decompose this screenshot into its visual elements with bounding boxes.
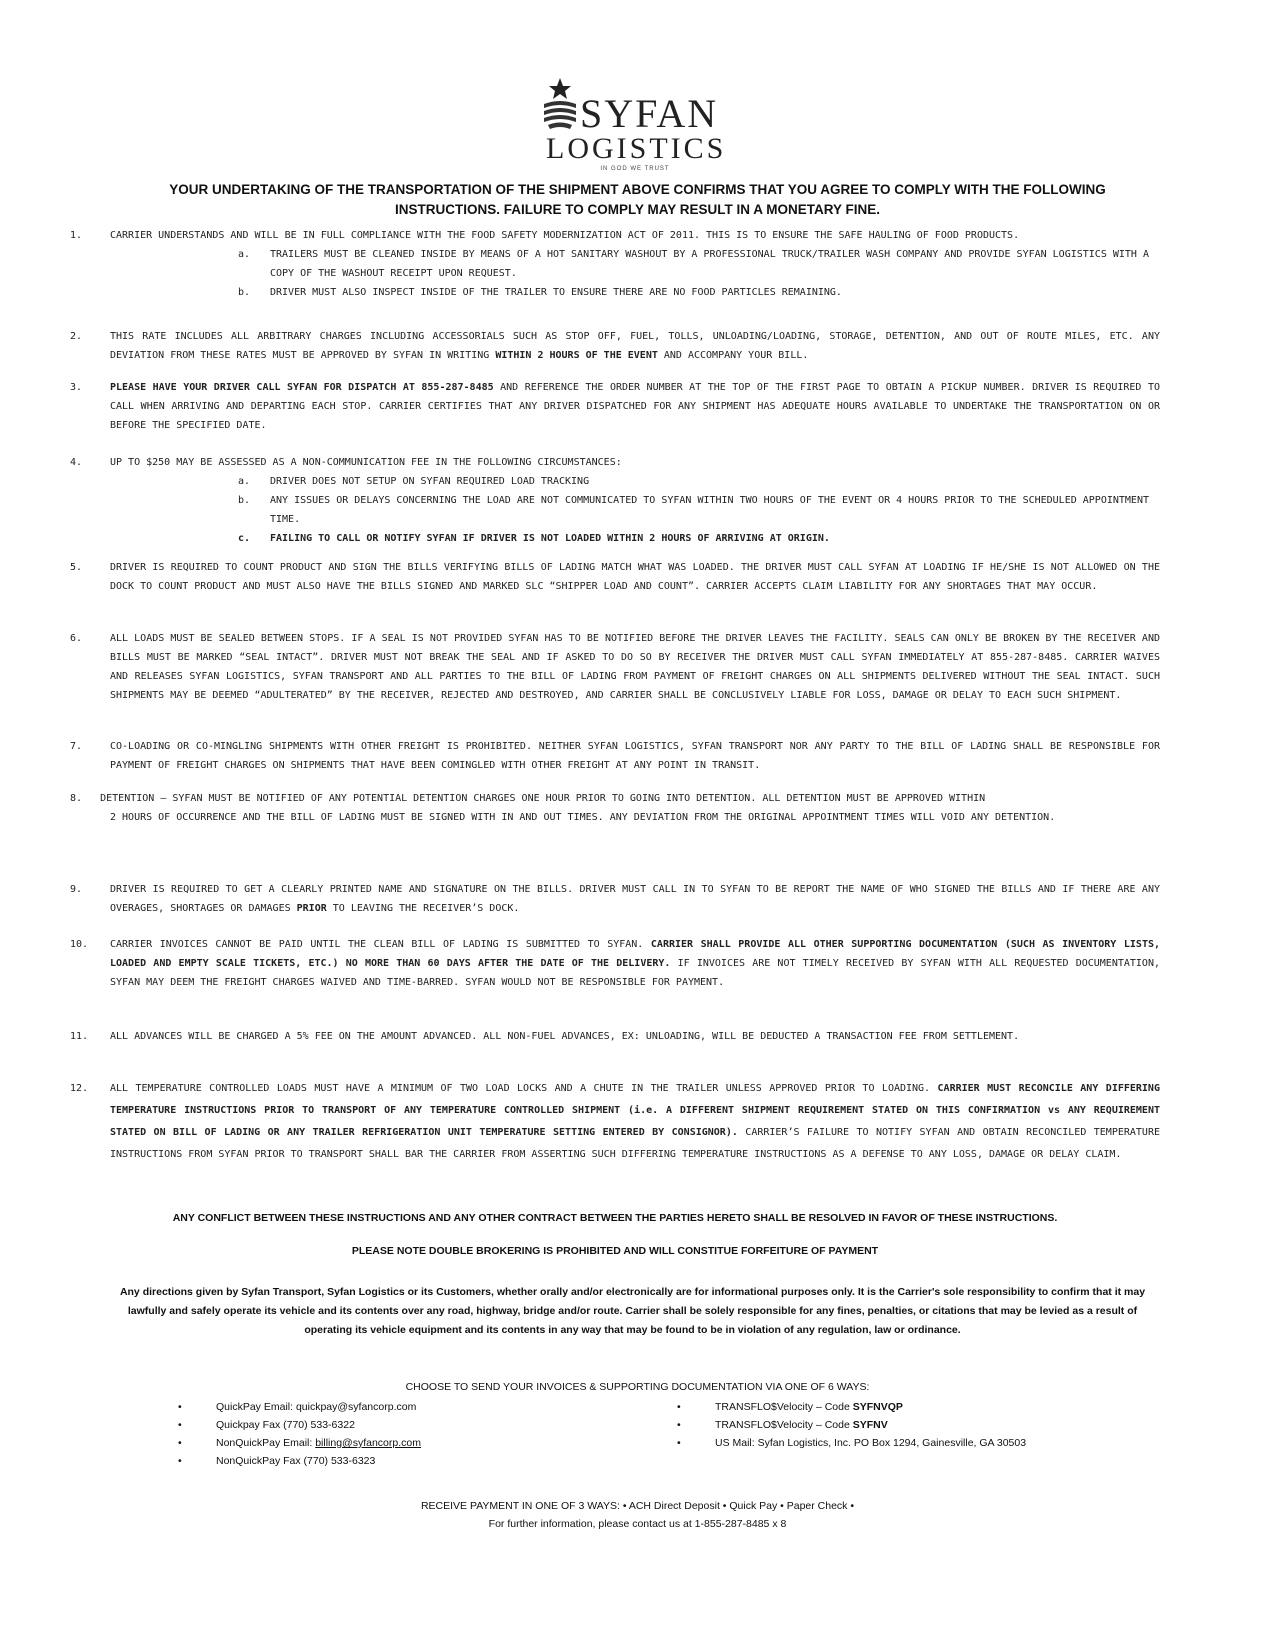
sub-item-b: [238, 491, 1160, 529]
sub-item-text: DRIVER DOES NOT SETUP ON SYFAN REQUIRED LOAD TRACKING: [270, 476, 590, 487]
list-item: [677, 1434, 1057, 1452]
item-number: 3.: [70, 382, 83, 393]
logo-word-logistics: LOGISTICS: [546, 132, 727, 165]
instruction-item-12: [70, 1078, 1160, 1166]
invoice-methods-right: [677, 1398, 1057, 1452]
item-text-tail: TO LEAVING THE RECEIVER’S DOCK.: [326, 903, 520, 914]
page-heading: YOUR UNDERTAKING OF THE TRANSPORTATION OF THE SHIPMENT ABOVE CONFIRMS THAT YOU AGREE TO COMPLY WITH THE FOLLOWING INSTRUCTIONS. FAILURE TO COMPLY MAY RESULT IN A MONETARY FINE.: [169, 182, 1106, 217]
item-text: DRIVER IS REQUIRED TO COUNT PRODUCT AND SIGN THE BILLS VERIFYING BILLS OF LADING MATCH WHAT WAS LOADED. THE DRIVER MUST CALL SYFAN AT LOADING IF HE/SHE IS NOT ALLOWED ON THE DOCK TO COUNT PRODUCT AND MUST ALSO HAVE THE BILLS SIGNED AND MARKED SLC “SHIPPER LOAD AND COUNT”. CARRIER ACCEPTS CLAIM LIABILITY FOR ANY SHORTAGES THAT MAY OCCUR.: [110, 562, 1160, 592]
item-text-plain: CARRIER INVOICES CANNOT BE PAID UNTIL THE CLEAN BILL OF LADING IS SUBMITTED TO SYFAN.: [110, 939, 651, 950]
item-text: CARRIER UNDERSTANDS AND WILL BE IN FULL COMPLIANCE WITH THE FOOD SAFETY MODERNIZATION ACT OF 2011. THIS IS TO ENSURE THE SAFE HAULING OF FOOD PRODUCTS.: [110, 230, 1020, 241]
item-text-tail: AND ACCOMPANY YOUR BILL.: [657, 350, 809, 361]
us-mail-address: US Mail: Syfan Logistics, Inc. PO Box 1294, Gainesville, GA 30503: [715, 1437, 1027, 1449]
instruction-item-9: [70, 880, 1160, 918]
item-number: 5.: [70, 562, 83, 573]
item-text: UP TO $250 MAY BE ASSESSED AS A NON-COMMUNICATION FEE IN THE FOLLOWING CIRCUMSTANCES:: [110, 457, 622, 468]
conflict-notice: ANY CONFLICT BETWEEN THESE INSTRUCTIONS AND ANY OTHER CONTRACT BETWEEN THE PARTIES HERETO SHALL BE RESOLVED IN FAVOR OF THESE INSTRUCTIONS.: [172, 1212, 1058, 1224]
bullet-icon: •: [178, 1419, 182, 1431]
item-number: 11.: [70, 1031, 89, 1042]
item-text-bold: PLEASE HAVE YOUR DRIVER CALL SYFAN FOR DISPATCH AT 855-287-8485: [110, 382, 494, 393]
item-text-plain: THIS RATE INCLUDES ALL ARBITRARY CHARGES INCLUDING ACCESSORIALS SUCH AS STOP OFF, FUEL, TOLLS, UNLOADING/LOADING, STORAGE, DETENTION, AND OUT OF ROUTE MILES, ETC. ANY DEVIATION FROM THESE RATES MUST BE APPROVED BY SYFAN IN WRITING: [110, 331, 1160, 361]
sub-item-a: [238, 472, 1160, 491]
sub-item-letter: c.: [238, 533, 251, 544]
nonquickpay-fax: NonQuickPay Fax (770) 533-6323: [216, 1455, 376, 1467]
directions-disclaimer: Any directions given by Syfan Transport, Syfan Logistics or its Customers, whether orally and/or electronically are for informational purposes only. It is the Carrier's sole responsibility to confirm that it may lawfully and safely operate its vehicle and its contents over any road, highway, bridge and/or route. Carrier shall be solely responsible for any fines, penalties, or citations that may be levied as a result of operating its vehicle equipment and its contents in any way that may be found to be in violation of any regulation, law or ordinance.: [119, 1286, 1146, 1336]
list-item: [178, 1434, 598, 1452]
syfan-logo: [540, 68, 740, 178]
bullet-icon: •: [677, 1419, 681, 1431]
sub-item-c: [238, 529, 1160, 548]
payment-methods-footer: RECEIVE PAYMENT IN ONE OF 3 WAYS: • ACH Direct Deposit • Quick Pay • Paper Check •: [420, 1500, 855, 1512]
sub-item-letter: a.: [238, 476, 251, 487]
instruction-item-7: [70, 737, 1160, 775]
item-text: ALL ADVANCES WILL BE CHARGED A 5% FEE ON THE AMOUNT ADVANCED. ALL NON-FUEL ADVANCES, EX: UNLOADING, WILL BE DEDUCTED A TRANSACTION FEE FROM SETTLEMENT.: [110, 1031, 1020, 1042]
item-text-tail: CARRIER’S FAILURE TO NOTIFY SYFAN AND OBTAIN RECONCILED TEMPERATURE INSTRUCTIONS FROM SYFAN PRIOR TO TRANSPORT SHALL BAR THE CARRIER FROM ASSERTING SUCH DIFFERING TEMPERATURE INSTRUCTIONS AS A DEFENSE TO ANY LOSS, DAMAGE OR DELAY CLAIM.: [110, 1127, 1160, 1160]
item-text-bold: PRIOR: [296, 903, 327, 914]
list-item: [178, 1398, 598, 1416]
item-number: 6.: [70, 633, 83, 644]
invoice-methods-left: [178, 1398, 598, 1470]
item-text-plain: ALL TEMPERATURE CONTROLLED LOADS MUST HAVE A MINIMUM OF TWO LOAD LOCKS AND A CHUTE IN THE TRAILER UNLESS APPROVED PRIOR TO LOADING.: [110, 1083, 938, 1094]
bullet-icon: •: [677, 1437, 681, 1449]
logo-word-syfan: SYFAN: [580, 91, 719, 136]
item-text: ALL LOADS MUST BE SEALED BETWEEN STOPS. IF A SEAL IS NOT PROVIDED SYFAN HAS TO BE NOTIFIED BEFORE THE DRIVER LEAVES THE FACILITY. SEALS CAN ONLY BE BROKEN BY THE RECEIVER AND BILLS MUST BE MARKED “SEAL INTACT”. DRIVER MUST NOT BREAK THE SEAL AND IF ASKED TO DO SO BY RECEIVER THE DRIVER MUST CALL SYFAN IMMEDIATELY AT 855-287-8485. CARRIER WAIVES AND RELEASES SYFAN LOGISTICS, SYFAN TRANSPORT AND ALL PARTIES TO THE BILL OF LADING FROM PAYMENT OF FREIGHT CHARGES ON ALL SHIPMENTS DELIVERED WITHOUT THE SEAL INTACT. SUCH SHIPMENTS MAY BE DEEMED “ADULTERATED” BY THE RECEIVER, REJECTED AND DESTROYED, AND CARRIER SHALL BE CONCLUSIVELY LIABLE FOR LOSS, DAMAGE OR DELAY TO EACH SUCH SHIPMENT.: [110, 633, 1160, 701]
sub-item-letter: b.: [238, 287, 251, 298]
logo-tagline: IN GOD WE TRUST: [600, 166, 670, 172]
item-number: 4.: [70, 457, 83, 468]
transflo-label: TRANSFLO$Velocity – Code: [715, 1419, 853, 1431]
instruction-item-10: [70, 935, 1160, 992]
item-text-bold: CARRIER SHALL PROVIDE ALL OTHER SUPPORTING DOCUMENTATION (SUCH AS INVENTORY LISTS, LOADED AND EMPTY SCALE TICKETS, ETC.) NO MORE THAN 60 DAYS AFTER THE DATE OF THE DELIVERY.: [110, 939, 1161, 969]
item-text: [110, 378, 1160, 435]
invoice-methods-title: CHOOSE TO SEND YOUR INVOICES & SUPPORTING DOCUMENTATION VIA ONE OF 6 WAYS:: [405, 1381, 870, 1393]
sub-item-a: [238, 245, 1160, 283]
double-brokering-notice: PLEASE NOTE DOUBLE BROKERING IS PROHIBITED AND WILL CONSTITUE FORFEITURE OF PAYMENT: [351, 1245, 879, 1257]
item-number: 7.: [70, 741, 83, 752]
item-text-line1: [70, 789, 1160, 808]
item-text: [110, 935, 1160, 992]
sub-item-letter: a.: [238, 249, 251, 260]
transflo-label: TRANSFLO$Velocity – Code: [715, 1401, 853, 1413]
item-text: [110, 1078, 1160, 1166]
instruction-item-4: [70, 453, 1160, 548]
instruction-item-2: [70, 327, 1160, 365]
sub-item-text: TRAILERS MUST BE CLEANED INSIDE BY MEANS OF A HOT SANITARY WASHOUT BY A PROFESSIONAL TRUCK/TRAILER WASH COMPANY AND PROVIDE SYFAN LOGISTICS WITH A COPY OF THE WASHOUT RECEIPT UPON REQUEST.: [270, 249, 1149, 279]
quickpay-email-link[interactable]: quickpay@syfancorp.com: [295, 1401, 417, 1413]
item-text-line2: 2 HOURS OF OCCURRENCE AND THE BILL OF LADING MUST BE SIGNED WITH IN AND OUT TIMES. ANY DEVIATION FROM THE ORIGINAL APPOINTMENT TIMES WILL VOID ANY DETENTION.: [110, 812, 1056, 823]
nonquickpay-email-label: NonQuickPay Email:: [216, 1437, 316, 1449]
quickpay-fax: Quickpay Fax (770) 533-6322: [216, 1419, 355, 1431]
item-text-bold: CARRIER MUST RECONCILE ANY DIFFERING TEMPERATURE INSTRUCTIONS PRIOR TO TRANSPORT OF ANY TEMPERATURE CONTROLLED SHIPMENT (i.e. A DIFFERENT SHIPMENT REQUIREMENT STATED ON THIS CONFIRMATION vs ANY REQUIREMENT STATED ON BILL OF LADING OR ANY TRAILER REFRIGERATION UNIT TEMPERATURE SETTING ENTERED BY CONSIGNOR).: [110, 1083, 1160, 1138]
item-text-bold: WITHIN 2 HOURS OF THE EVENT: [495, 350, 658, 361]
item-number: 9.: [70, 884, 83, 895]
transflo-code: SYFNVQP: [852, 1401, 903, 1413]
instruction-item-6: [70, 629, 1160, 705]
item-number: 2.: [70, 331, 83, 342]
item-number: 12.: [70, 1083, 89, 1094]
list-item: [178, 1416, 598, 1434]
item-number: 8.: [70, 793, 83, 804]
sub-item-text: FAILING TO CALL OR NOTIFY SYFAN IF DRIVER IS NOT LOADED WITHIN 2 HOURS OF ARRIVING AT ORIGIN.: [270, 533, 830, 544]
bullet-icon: •: [178, 1455, 182, 1467]
sub-item-text: ANY ISSUES OR DELAYS CONCERNING THE LOAD ARE NOT COMMUNICATED TO SYFAN WITHIN TWO HOURS OF THE EVENT OR 4 HOURS PRIOR TO THE SCHEDULED APPOINTMENT TIME.: [270, 495, 1149, 525]
item-text: CO-LOADING OR CO-MINGLING SHIPMENTS WITH OTHER FREIGHT IS PROHIBITED. NEITHER SYFAN LOGISTICS, SYFAN TRANSPORT NOR ANY PARTY TO THE BILL OF LADING SHALL BE RESPONSIBLE FOR PAYMENT OF FREIGHT CHARGES ON SHIPMENTS THAT HAVE BEEN COMINGLED WITH OTHER FREIGHT AT ANY POINT IN TRANSIT.: [110, 741, 1160, 771]
quickpay-email-label: QuickPay Email:: [216, 1401, 296, 1413]
item-text-plain: AND REFERENCE THE ORDER NUMBER AT THE TOP OF THE FIRST PAGE TO OBTAIN A PICKUP NUMBER. DRIVER IS REQUIRED TO CALL WHEN ARRIVING AND DEPARTING EACH STOP. CARRIER CERTIFIES THAT ANY DRIVER DISPATCHED FOR ANY SHIPMENT HAS ADEQUATE HOURS AVAILABLE TO UNDERTAKE THE TRANSPORTATION ON OR BEFORE THE SPECIFIED DATE.: [110, 382, 1160, 431]
instruction-item-1: [70, 226, 1160, 302]
nonquickpay-email-link[interactable]: billing@syfancorp.com: [315, 1437, 421, 1449]
transflo-code: SYFNV: [852, 1419, 888, 1431]
item-text-plain: DRIVER IS REQUIRED TO GET A CLEARLY PRINTED NAME AND SIGNATURE ON THE BILLS. DRIVER MUST CALL IN TO SYFAN TO BE REPORT THE NAME OF WHO SIGNED THE BILLS AND IF THERE ARE ANY OVERAGES, SHORTAGES OR DAMAGES: [110, 884, 1160, 914]
instruction-item-8: [70, 789, 1160, 827]
instruction-item-3: [70, 378, 1160, 435]
item-text: [110, 880, 1160, 918]
instruction-item-11: [70, 1027, 1160, 1046]
syfan-flag-star-icon: [540, 76, 580, 136]
list-item: [178, 1452, 598, 1470]
bullet-icon: •: [178, 1437, 182, 1449]
item-text-tail: IF INVOICES ARE NOT TIMELY RECEIVED BY SYFAN WITH ALL REQUESTED DOCUMENTATION, SYFAN MAY DEEM THE FREIGHT CHARGES WAIVED AND TIME-BARRED. SYFAN WOULD NOT BE RESPONSIBLE FOR PAYMENT.: [110, 958, 1160, 988]
item-number: 10.: [70, 939, 89, 950]
item-text: [110, 327, 1160, 365]
sub-item-text: DRIVER MUST ALSO INSPECT INSIDE OF THE TRAILER TO ENSURE THERE ARE NO FOOD PARTICLES REMAINING.: [270, 287, 842, 298]
item-text: DETENTION – SYFAN MUST BE NOTIFIED OF ANY POTENTIAL DETENTION CHARGES ONE HOUR PRIOR TO GOING INTO DETENTION. ALL DETENTION MUST BE APPROVED WITHIN: [100, 793, 986, 804]
instruction-item-5: [70, 558, 1160, 596]
sub-item-b: [238, 283, 1160, 302]
list-item: [677, 1416, 1057, 1434]
sub-item-letter: b.: [238, 495, 251, 506]
item-number: 1.: [70, 230, 83, 241]
bullet-icon: •: [677, 1401, 681, 1413]
contact-footer: For further information, please contact us at 1-855-287-8485 x 8: [488, 1518, 787, 1530]
list-item: [677, 1398, 1057, 1416]
bullet-icon: •: [178, 1401, 182, 1413]
